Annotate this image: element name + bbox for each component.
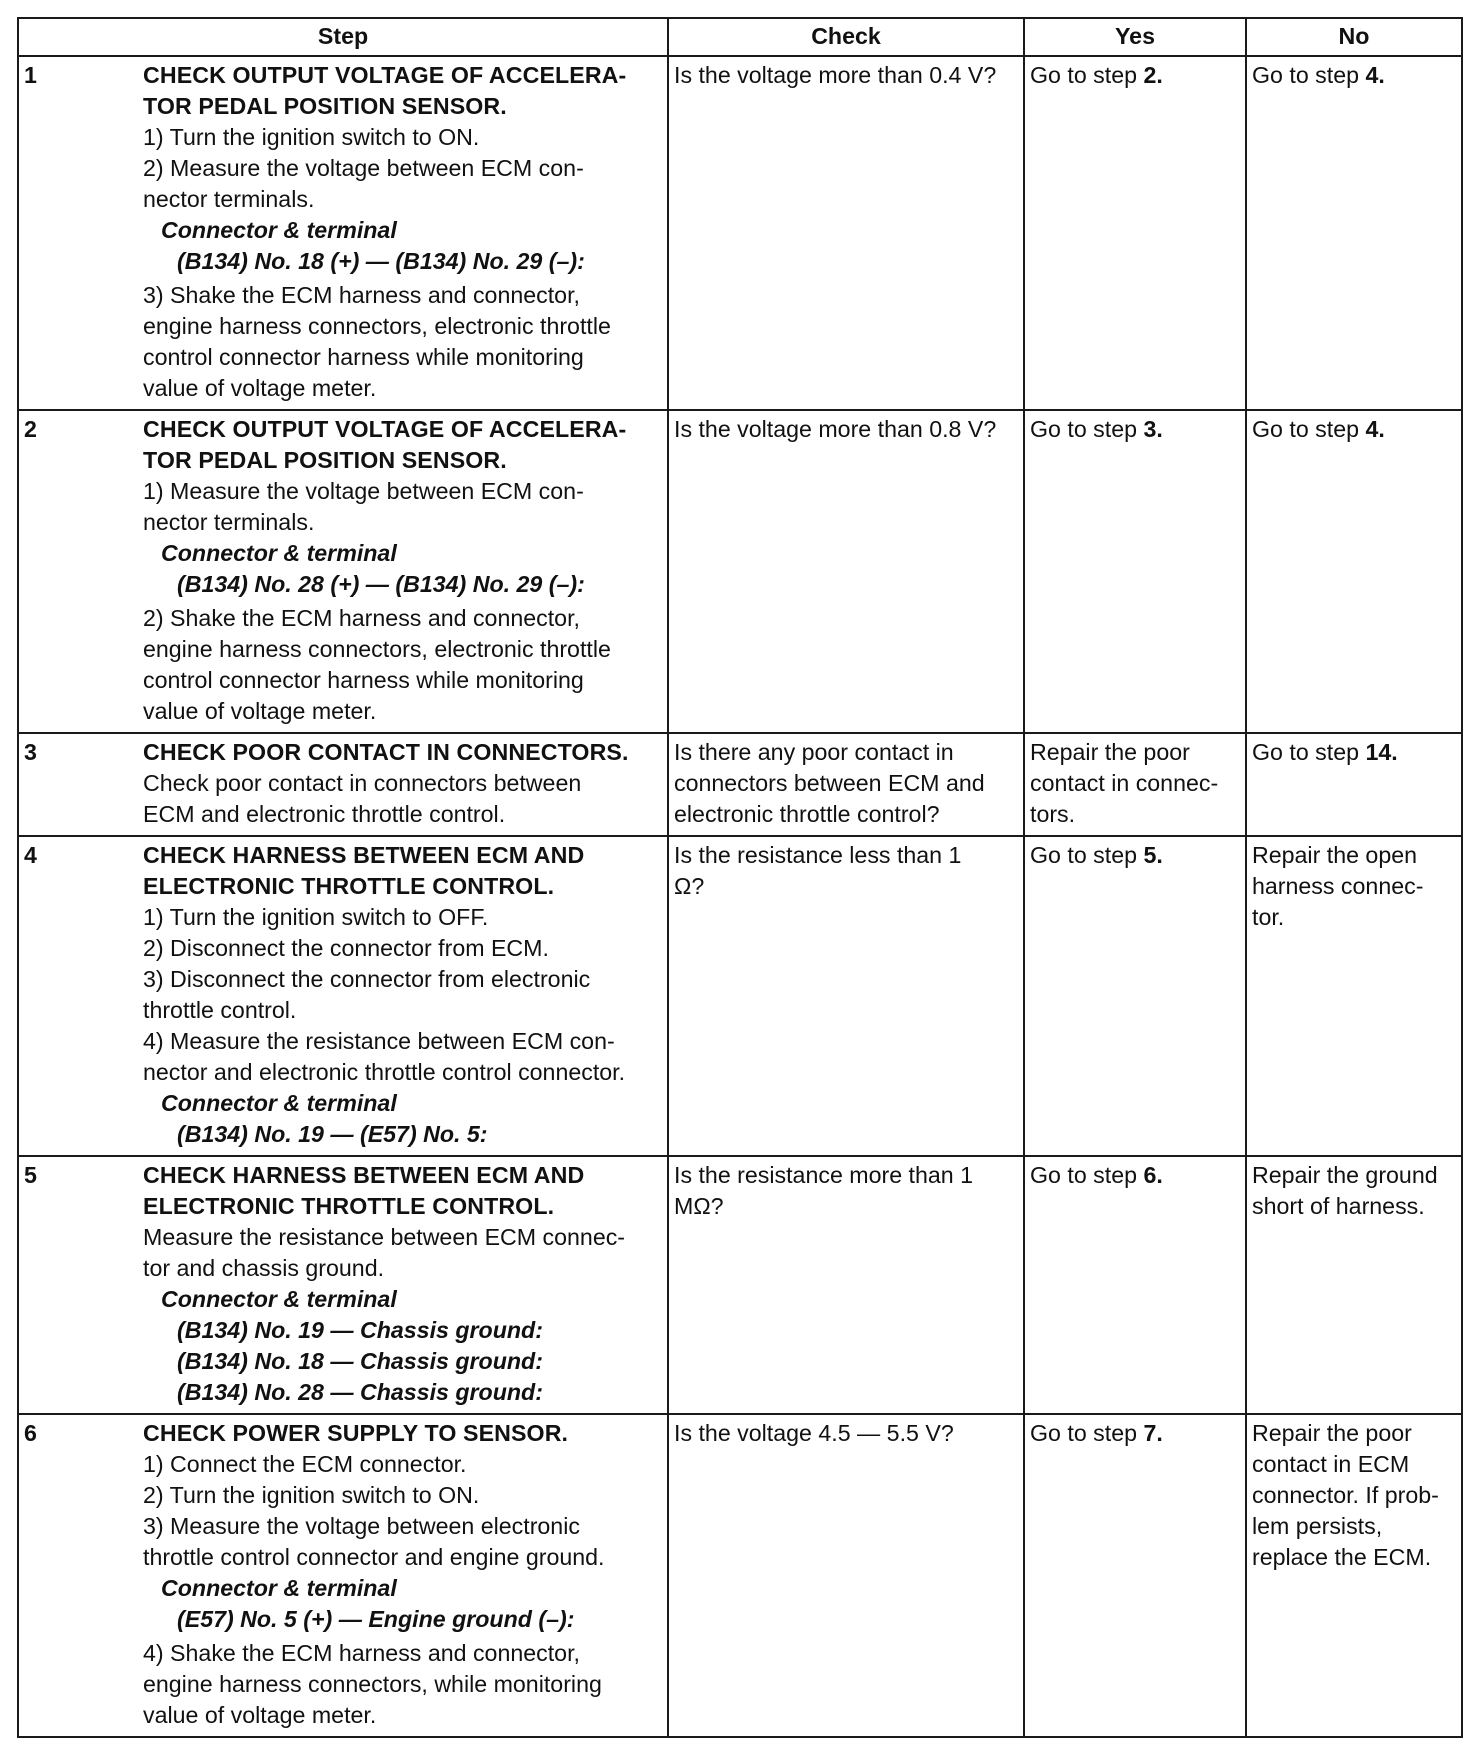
step-title: TOR PEDAL POSITION SENSOR. [143,447,507,473]
connector-label: Connector & terminal [161,1575,397,1601]
step-instruction: value of voltage meter. [143,698,377,724]
yes-text: Go to step [1030,842,1144,868]
step-title: ELECTRONIC THROTTLE CONTROL. [143,1193,555,1219]
connector-label: Connector & terminal [161,1286,397,1312]
terminal-spec: (B134) No. 19 — (E57) No. 5: [177,1121,488,1147]
step-number: 2 [24,416,37,442]
terminal-spec: (B134) No. 18 (+) — (B134) No. 29 (–): [177,248,585,274]
no-action: replace the ECM. [1252,1544,1432,1570]
check-cell [668,1156,1024,1414]
step-instruction: 2) Shake the ECM harness and connector, [143,605,580,631]
step-title: CHECK OUTPUT VOLTAGE OF ACCELERA- [143,416,627,442]
table-row [18,410,1462,733]
no-action: Repair the ground [1252,1162,1438,1188]
yes-step-ref: 2. [1143,62,1163,88]
step-instruction: 2) Measure the voltage between ECM con- [143,155,584,181]
header-check: Check [668,18,1024,56]
yes-action: contact in connec- [1030,770,1219,796]
no-action: Repair the open [1252,842,1418,868]
step-title: CHECK POOR CONTACT IN CONNECTORS. [143,739,629,765]
yes-step-ref: 6. [1143,1162,1163,1188]
header-no: No [1246,18,1462,56]
check-question: MΩ? [674,1193,724,1219]
check-question: Is the voltage 4.5 — 5.5 V? [674,1420,954,1446]
header-step: Step [18,18,668,56]
step-instruction: 1) Turn the ignition switch to ON. [143,124,480,150]
check-question: Ω? [674,873,705,899]
check-question: Is there any poor contact in [674,739,954,765]
step-instruction: 1) Connect the ECM connector. [143,1451,467,1477]
step-instruction: ECM and electronic throttle control. [143,801,506,827]
terminal-spec: (B134) No. 18 — Chassis ground: [177,1348,543,1374]
yes-cell [1024,410,1246,733]
yes-text: Go to step [1030,62,1144,88]
header-yes: Yes [1024,18,1246,56]
step-instruction: 3) Shake the ECM harness and connector, [143,282,580,308]
no-text: Go to step [1252,739,1366,765]
no-action: short of harness. [1252,1193,1425,1219]
connector-label: Connector & terminal [161,540,397,566]
no-step-ref: 4. [1365,62,1385,88]
yes-text: Go to step [1030,1162,1144,1188]
yes-cell [1024,56,1246,410]
yes-cell [1024,1414,1246,1737]
check-cell [668,733,1024,836]
yes-step-ref: 3. [1143,416,1163,442]
step-instruction: Check poor contact in connectors between [143,770,582,796]
step-cell [18,836,668,1156]
yes-cell [1024,1156,1246,1414]
no-action: contact in ECM [1252,1451,1410,1477]
yes-text: Go to step [1030,1420,1144,1446]
step-instruction: nector terminals. [143,509,315,535]
no-cell [1246,836,1462,1156]
step-instruction: 1) Turn the ignition switch to OFF. [143,904,489,930]
table-row [18,836,1462,1156]
no-cell [1246,410,1462,733]
step-instruction: 4) Shake the ECM harness and connector, [143,1640,580,1666]
step-cell [18,56,668,410]
step-title: CHECK POWER SUPPLY TO SENSOR. [143,1420,569,1446]
table-row [18,56,1462,410]
table-row [18,733,1462,836]
yes-action: tors. [1030,801,1076,827]
no-cell [1246,1156,1462,1414]
step-number: 1 [24,62,37,88]
step-number: 5 [24,1162,37,1188]
check-question: connectors between ECM and [674,770,985,796]
no-action: lem persists, [1252,1513,1383,1539]
diagnostic-procedure-table [17,17,1463,1738]
step-instruction: throttle control connector and engine ground. [143,1544,605,1570]
step-instruction: value of voltage meter. [143,1702,377,1728]
check-question: electronic throttle control? [674,801,940,827]
check-cell [668,56,1024,410]
yes-text: Go to step [1030,416,1144,442]
connector-label: Connector & terminal [161,1090,397,1116]
step-title: CHECK HARNESS BETWEEN ECM AND [143,842,585,868]
step-instruction: 1) Measure the voltage between ECM con- [143,478,584,504]
no-action: Repair the poor [1252,1420,1412,1446]
terminal-spec: (B134) No. 28 (+) — (B134) No. 29 (–): [177,571,585,597]
step-cell [18,1414,668,1737]
no-action: connector. If prob- [1252,1482,1439,1508]
check-question: Is the resistance less than 1 [674,842,962,868]
step-title: TOR PEDAL POSITION SENSOR. [143,93,507,119]
step-instruction: 4) Measure the resistance between ECM con- [143,1028,615,1054]
no-step-ref: 4. [1365,416,1385,442]
no-step-ref: 14. [1365,739,1398,765]
step-instruction: nector and electronic throttle control connector. [143,1059,626,1085]
no-action: harness connec- [1252,873,1424,899]
step-instruction: 2) Turn the ignition switch to ON. [143,1482,480,1508]
table-row [18,1414,1462,1737]
step-number: 4 [24,842,37,868]
step-instruction: tor and chassis ground. [143,1255,385,1281]
step-instruction: Measure the resistance between ECM connec- [143,1224,626,1250]
step-cell [18,1156,668,1414]
check-cell [668,410,1024,733]
check-cell [668,836,1024,1156]
terminal-spec: (B134) No. 19 — Chassis ground: [177,1317,543,1343]
no-cell [1246,733,1462,836]
step-title: ELECTRONIC THROTTLE CONTROL. [143,873,555,899]
step-instruction: throttle control. [143,997,297,1023]
yes-step-ref: 5. [1143,842,1163,868]
step-instruction: value of voltage meter. [143,375,377,401]
no-cell [1246,1414,1462,1737]
no-action: tor. [1252,904,1285,930]
yes-cell [1024,733,1246,836]
step-instruction: engine harness connectors, electronic throttle [143,313,611,339]
step-instruction: 3) Disconnect the connector from electronic [143,966,591,992]
step-instruction: 3) Measure the voltage between electronic [143,1513,580,1539]
connector-label: Connector & terminal [161,217,397,243]
step-cell [18,410,668,733]
check-question: Is the voltage more than 0.4 V? [674,62,997,88]
no-text: Go to step [1252,416,1366,442]
check-cell [668,1414,1024,1737]
no-cell [1246,56,1462,410]
table-header-row [18,18,1462,56]
step-instruction: engine harness connectors, while monitoring [143,1671,602,1697]
yes-action: Repair the poor [1030,739,1190,765]
terminal-spec: (E57) No. 5 (+) — Engine ground (–): [177,1606,575,1632]
step-title: CHECK OUTPUT VOLTAGE OF ACCELERA- [143,62,627,88]
step-instruction: nector terminals. [143,186,315,212]
step-instruction: control connector harness while monitoring [143,344,584,370]
step-number: 3 [24,739,37,765]
no-text: Go to step [1252,62,1366,88]
yes-step-ref: 7. [1143,1420,1163,1446]
step-number: 6 [24,1420,37,1446]
step-title: CHECK HARNESS BETWEEN ECM AND [143,1162,585,1188]
table-row [18,1156,1462,1414]
terminal-spec: (B134) No. 28 — Chassis ground: [177,1379,543,1405]
step-instruction: 2) Disconnect the connector from ECM. [143,935,549,961]
step-instruction: control connector harness while monitoring [143,667,584,693]
check-question: Is the resistance more than 1 [674,1162,974,1188]
step-cell [18,733,668,836]
check-question: Is the voltage more than 0.8 V? [674,416,997,442]
yes-cell [1024,836,1246,1156]
step-instruction: engine harness connectors, electronic throttle [143,636,611,662]
